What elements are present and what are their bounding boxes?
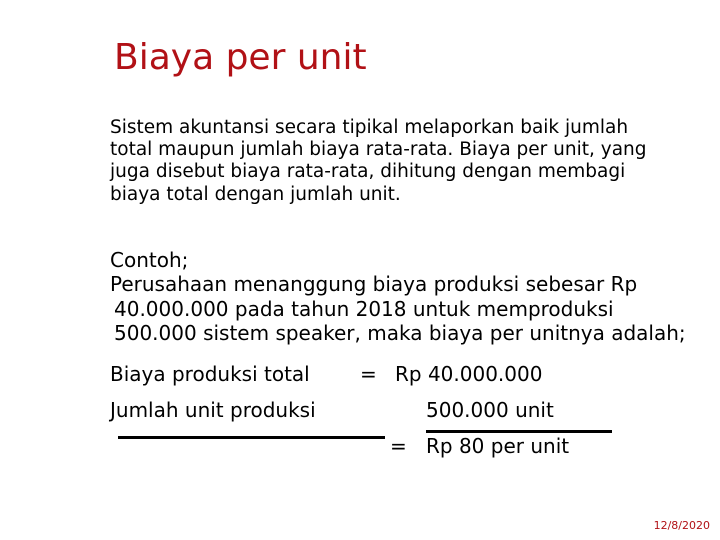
fraction-rule-right <box>426 430 612 433</box>
intro-paragraph <box>110 117 647 206</box>
example-line: 40.000.000 pada tahun 2018 untuk memproduksi <box>114 296 614 321</box>
example-block <box>110 248 686 346</box>
denominator-value: 500.000 unit <box>426 398 554 422</box>
intro-line: juga disebut biaya rata-rata, dihitung dengan membagi <box>110 161 626 183</box>
slide-title: Biaya per unit <box>114 37 367 78</box>
numerator-label: Biaya produksi total <box>110 362 310 386</box>
intro-line: Sistem akuntansi secara tipikal melaporkan baik jumlah <box>110 117 629 138</box>
equals-sign-2: = <box>390 434 407 458</box>
intro-line: total maupun jumlah biaya rata-rata. Biaya per unit, yang <box>110 139 647 161</box>
numerator-value: Rp 40.000.000 <box>395 362 543 386</box>
fraction-rule-left <box>118 436 385 439</box>
denominator-label: Jumlah unit produksi <box>110 398 316 422</box>
example-line: 500.000 sistem speaker, maka biaya per unitnya adalah; <box>114 321 686 346</box>
result-value: Rp 80 per unit <box>426 434 570 458</box>
example-label: Contoh; <box>110 248 189 272</box>
intro-line: biaya total dengan jumlah unit. <box>110 183 401 205</box>
slide-date: 12/8/2020 <box>653 519 710 532</box>
example-line: Perusahaan menanggung biaya produksi sebesar Rp <box>110 272 638 297</box>
equals-sign-1: = <box>360 362 377 386</box>
